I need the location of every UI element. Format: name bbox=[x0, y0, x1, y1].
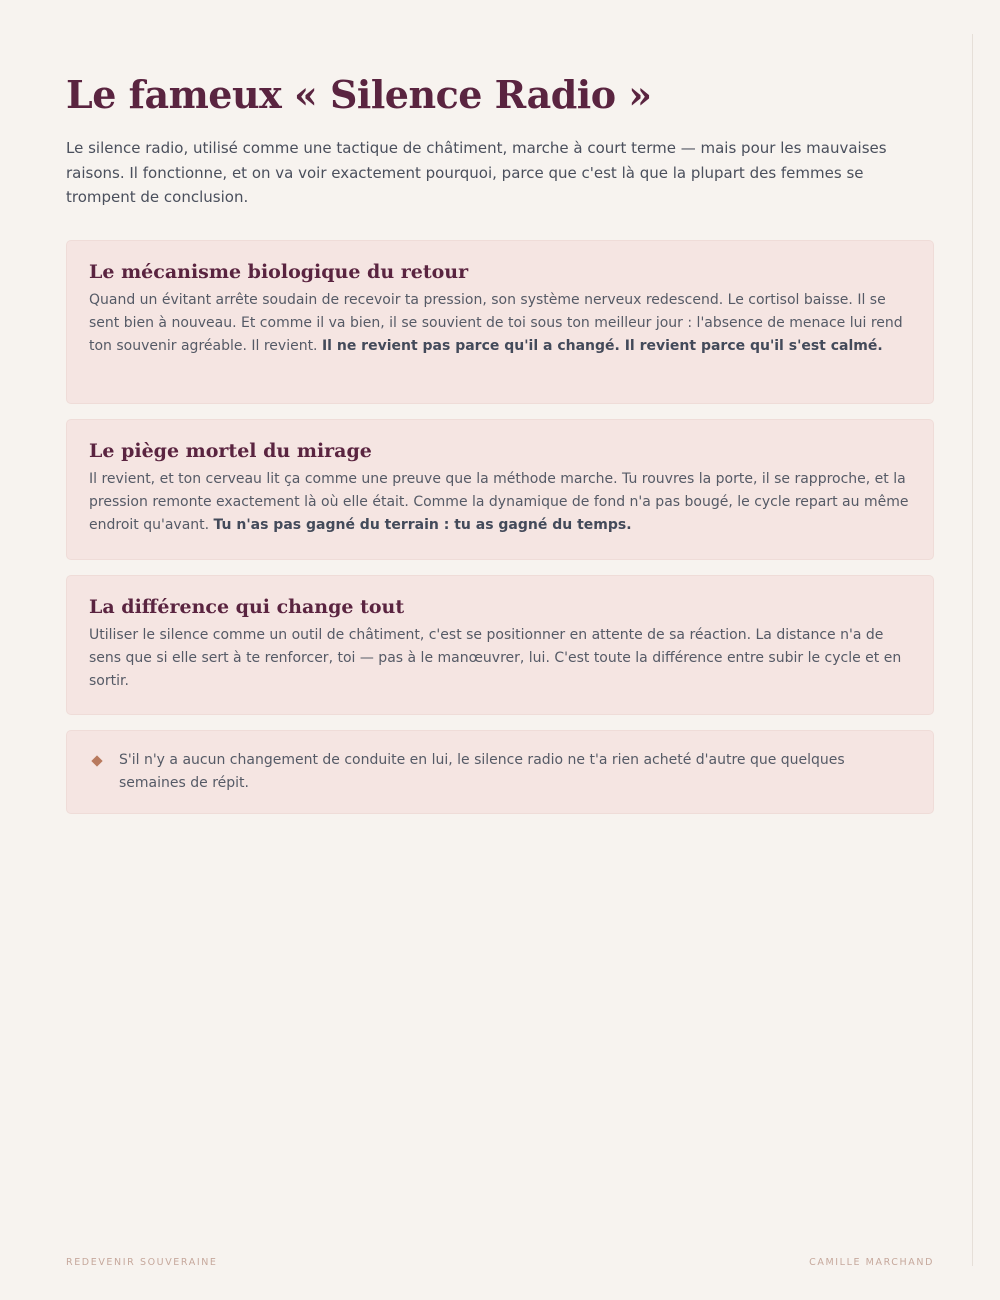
note-row bbox=[89, 749, 911, 795]
section-heading: La différence qui change tout bbox=[89, 596, 405, 618]
note-card bbox=[66, 730, 934, 814]
section-text: Quand un évitant arrête soudain de recevoir ta pression, son système nerveux redescend. Le cortisol baisse. Il se sent bien à nouveau. Et comme il va bien, il se souvient de toi sous ton meilleur jour : l'absence de menace lui rend ton souvenir agréable. Il revient. Il ne revient pas parce qu'il a changé. Il revient parce qu'il s'est calmé. bbox=[89, 292, 903, 354]
section-emphasis: Tu n'as pas gagné du terrain : tu as gagné du temps. bbox=[213, 517, 632, 533]
section-card-mirage-trap bbox=[66, 419, 934, 560]
diamond-bullet-icon bbox=[91, 755, 102, 766]
page-title: Le fameux « Silence Radio » bbox=[66, 72, 652, 117]
page-side-rule bbox=[972, 34, 973, 1266]
intro-paragraph: Le silence radio, utilisé comme une tactique de châtiment, marche à court terme — mais pour les mauvaises raisons. Il fonctionne, et on va voir exactement pourquoi, parce que c'est là que la plupart des femmes se trompent de conclusion. bbox=[66, 139, 887, 206]
section-card-biological-mechanism bbox=[66, 240, 934, 404]
section-text: Utiliser le silence comme un outil de châtiment, c'est se positionner en attente de sa réaction. La distance n'a de sens que si elle sert à te renforcer, toi — pas à le manœuvrer, lui. C'est toute la différence entre subir le cycle et en sortir. bbox=[89, 627, 902, 689]
section-text: Il revient, et ton cerveau lit ça comme une preuve que la méthode marche. Tu rouvres la porte, il se rapproche, et la pression remonte exactement là où elle était. Comme la dynamique de fond n'a pas bougé, le cycle repart au même endroit qu'avant. Tu n'as pas gagné du terrain : tu as gagné du temps. bbox=[89, 471, 909, 533]
footer-book-title: REDEVENIR SOUVERAINE bbox=[66, 1257, 218, 1268]
footer-author-name: CAMILLE MARCHAND bbox=[809, 1257, 934, 1268]
section-heading: Le piège mortel du mirage bbox=[89, 440, 372, 462]
note-text: S'il n'y a aucun changement de conduite en lui, le silence radio ne t'a rien acheté d'autre que quelques semaines de répit. bbox=[119, 752, 845, 791]
section-heading: Le mécanisme biologique du retour bbox=[89, 261, 469, 283]
section-card-key-difference bbox=[66, 575, 934, 715]
section-emphasis: Il ne revient pas parce qu'il a changé. Il revient parce qu'il s'est calmé. bbox=[321, 338, 883, 354]
